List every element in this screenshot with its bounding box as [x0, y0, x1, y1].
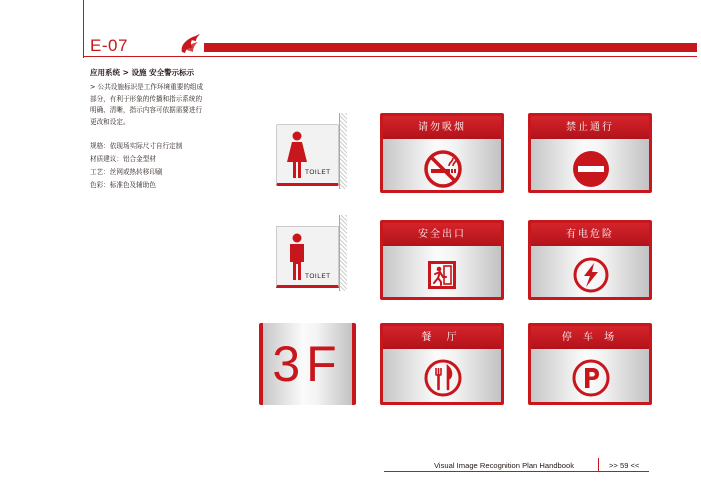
sign-no-smoking	[380, 113, 504, 193]
male-restroom-icon	[287, 233, 307, 281]
sign-no-entry	[528, 113, 652, 193]
sign-title: 有电危险	[531, 223, 649, 246]
no-entry-icon	[571, 149, 611, 189]
page-number: >> 59 <<	[609, 461, 640, 470]
sign-title: 停 车 场	[531, 326, 649, 349]
description-line: > 公共设施标识是工作环境重要的组成	[90, 83, 204, 91]
flame-logo-icon	[178, 32, 202, 56]
spec-material: 材质建议：铝合金型材	[90, 155, 156, 163]
spec-size: 规格：依现场实际尺寸自行定制	[90, 142, 183, 150]
spec-color: 色彩：标准色及辅助色	[90, 181, 156, 189]
toilet-label: TOILET	[305, 273, 331, 280]
sign-restaurant	[380, 323, 504, 405]
footer-separator	[598, 458, 599, 472]
parking-icon	[572, 359, 610, 397]
sign-emergency-exit	[380, 220, 504, 300]
toilet-label: TOILET	[305, 169, 331, 176]
sign-title: 请勿吸烟	[383, 116, 501, 139]
sign-title: 安全出口	[383, 223, 501, 246]
toilet-sign-male	[276, 215, 348, 291]
no-smoking-icon	[423, 149, 463, 189]
description-line: 更改和设定。	[90, 117, 130, 126]
header-rule	[84, 56, 697, 57]
restaurant-icon	[424, 359, 462, 397]
section-code: E-07	[90, 36, 128, 55]
description-line: 部分，有利于形象的传播和指示系统的	[90, 94, 203, 103]
floor-sign	[259, 323, 356, 405]
description	[90, 82, 220, 128]
footer-rule	[384, 471, 649, 472]
header-vertical-rule	[83, 0, 84, 58]
emergency-exit-icon	[428, 261, 456, 289]
header-red-bar	[204, 43, 697, 52]
electric-hazard-icon	[573, 257, 609, 293]
sign-title: 餐 厅	[383, 326, 501, 349]
wall-mount	[339, 113, 347, 189]
sign-parking	[528, 323, 652, 405]
floor-label: 3F	[272, 336, 343, 392]
toilet-sign-female	[276, 113, 348, 189]
description-line: 明确、清晰，指示内容可依据需要进行	[90, 106, 203, 115]
footer-title: Visual Image Recognition Plan Handbook	[434, 461, 575, 470]
wall-mount	[339, 215, 347, 291]
spec-process: 工艺：丝网或热转移印刷	[90, 168, 163, 176]
sign-electric-hazard	[528, 220, 652, 300]
breadcrumb: 应用系统 > 设施 安全警示标示	[90, 68, 195, 77]
sign-title: 禁止通行	[531, 116, 649, 139]
